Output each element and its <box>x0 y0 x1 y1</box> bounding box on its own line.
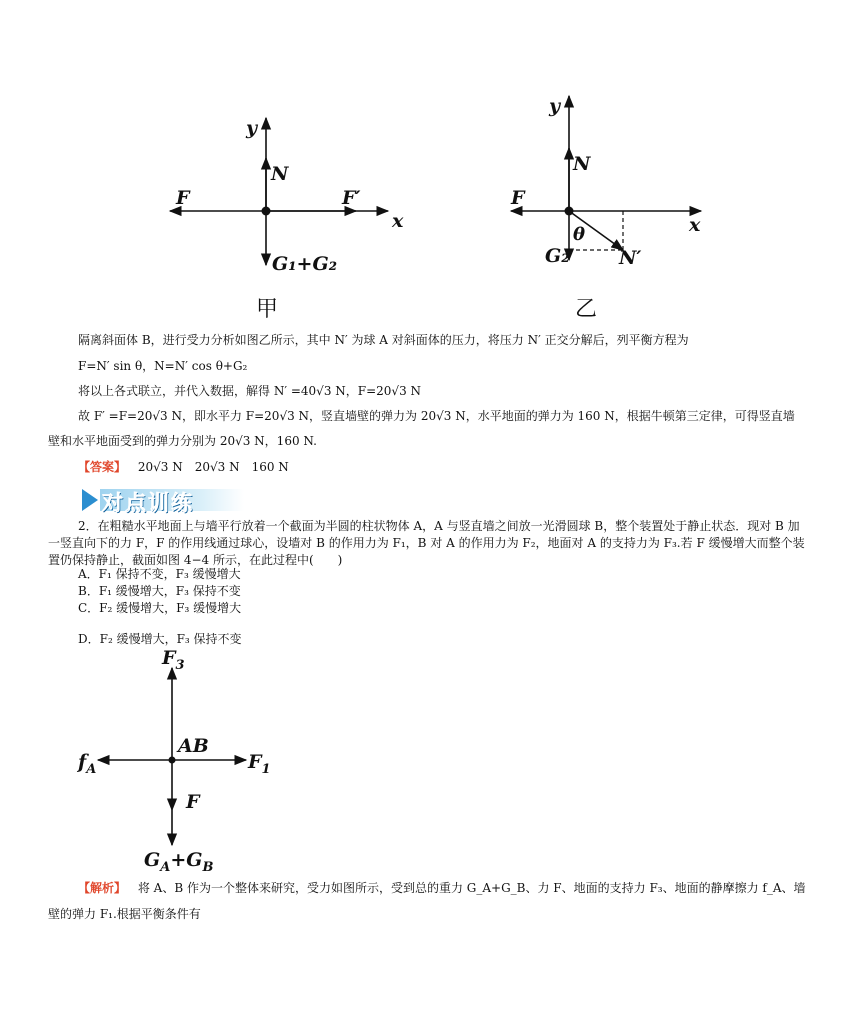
figure-ab <box>70 640 300 880</box>
option-b: B．F₁ 缓慢增大，F₃ 保持不变 <box>78 584 241 598</box>
option-a: A．F₁ 保持不变，F₃ 缓慢增大 <box>78 567 241 581</box>
solution-line-5: 壁和水平地面受到的弹力分别为 20√3 N，160 N. <box>48 434 317 448</box>
label-x: x <box>689 214 701 236</box>
label-f3: $F_3$ <box>162 647 185 673</box>
question-text: 2．在粗糙水平地面上与墙平行放着一个截面为半圆的柱状物体 A，A 与竖直墙之间放一光滑圆球 B，整个装置处于静止状态．现对 B 加一竖直向下的力 F，F 的作用线通过球心，设墙对 B 的作用力为 F₁，B 对 A 的作用力为 F₂，地面对 A 的支持力为 F₃.若 F 缓慢增大而整个装置仍保持静止，截面如图 4−4 所示，在此过程中( ) <box>48 519 805 567</box>
label-g2: G₂ <box>545 245 570 267</box>
answer-tag: 【答案】 <box>78 460 127 474</box>
label-theta: θ <box>573 224 586 245</box>
label-f1: $F_1$ <box>248 751 271 777</box>
label-ab: AB <box>178 735 209 757</box>
option-c: C．F₂ 缓慢增大，F₃ 缓慢增大 <box>78 601 242 615</box>
label-n: N <box>573 153 591 175</box>
label-n: N <box>271 163 289 185</box>
label-f: F <box>176 187 190 209</box>
figure-jia <box>160 110 420 325</box>
label-f: F <box>511 187 525 209</box>
analysis-line-2: 壁的弹力 F₁.根据平衡条件有 <box>48 907 201 921</box>
origin-point <box>169 757 176 764</box>
answer-line <box>78 459 289 476</box>
section-banner <box>78 486 246 514</box>
figure-yi <box>505 90 720 325</box>
caption-jia: 甲 <box>256 297 279 322</box>
solution-line-3: 将以上各式联立，并代入数据，解得 N′ =40√3 N，F=20√3 N <box>78 384 422 398</box>
solution-line-4: 故 F′ =F=20√3 N，即水平力 F=20√3 N，竖直墙壁的弹力为 20√3 N，水平地面的弹力为 160 N，根据牛顿第三定律，可得竖直墙 <box>78 409 795 423</box>
label-g1g2: G₁+G₂ <box>272 253 338 275</box>
option-d: D．F₂ 缓慢增大，F₃ 保持不变 <box>78 632 242 646</box>
label-gagb: $G_A+G_B$ <box>144 849 214 875</box>
label-f: F <box>186 791 200 813</box>
label-fprime: F′ <box>342 187 361 209</box>
label-y: y <box>246 117 258 139</box>
label-nprime: N′ <box>619 247 642 269</box>
label-x: x <box>392 210 404 232</box>
solution-line-1: 隔离斜面体 B，进行受力分析如图乙所示，其中 N′ 为球 A 对斜面体的压力，将压力 N′ 正交分解后，列平衡方程为 <box>78 333 689 347</box>
origin-point <box>262 207 271 216</box>
origin-point <box>565 207 574 216</box>
play-triangle-icon <box>82 489 98 511</box>
analysis-tag: 【解析】 <box>78 881 127 895</box>
analysis-line-1 <box>78 880 806 897</box>
section-title: 对点训练 <box>102 491 194 515</box>
analysis-text-1: 将 A、B 作为一个整体来研究，受力如图所示，受到总的重力 G_A+G_B、力 F、地面的支持力 F₃、地面的静摩擦力 f_A、墙 <box>137 881 806 895</box>
answer-value: 20√3 N 20√3 N 160 N <box>137 460 289 474</box>
solution-line-2: F=N′ sin θ，N=N′ cos θ+G₂ <box>78 359 248 373</box>
caption-yi: 乙 <box>575 297 598 322</box>
label-y: y <box>549 95 561 117</box>
label-fa: $f_A$ <box>78 751 97 777</box>
